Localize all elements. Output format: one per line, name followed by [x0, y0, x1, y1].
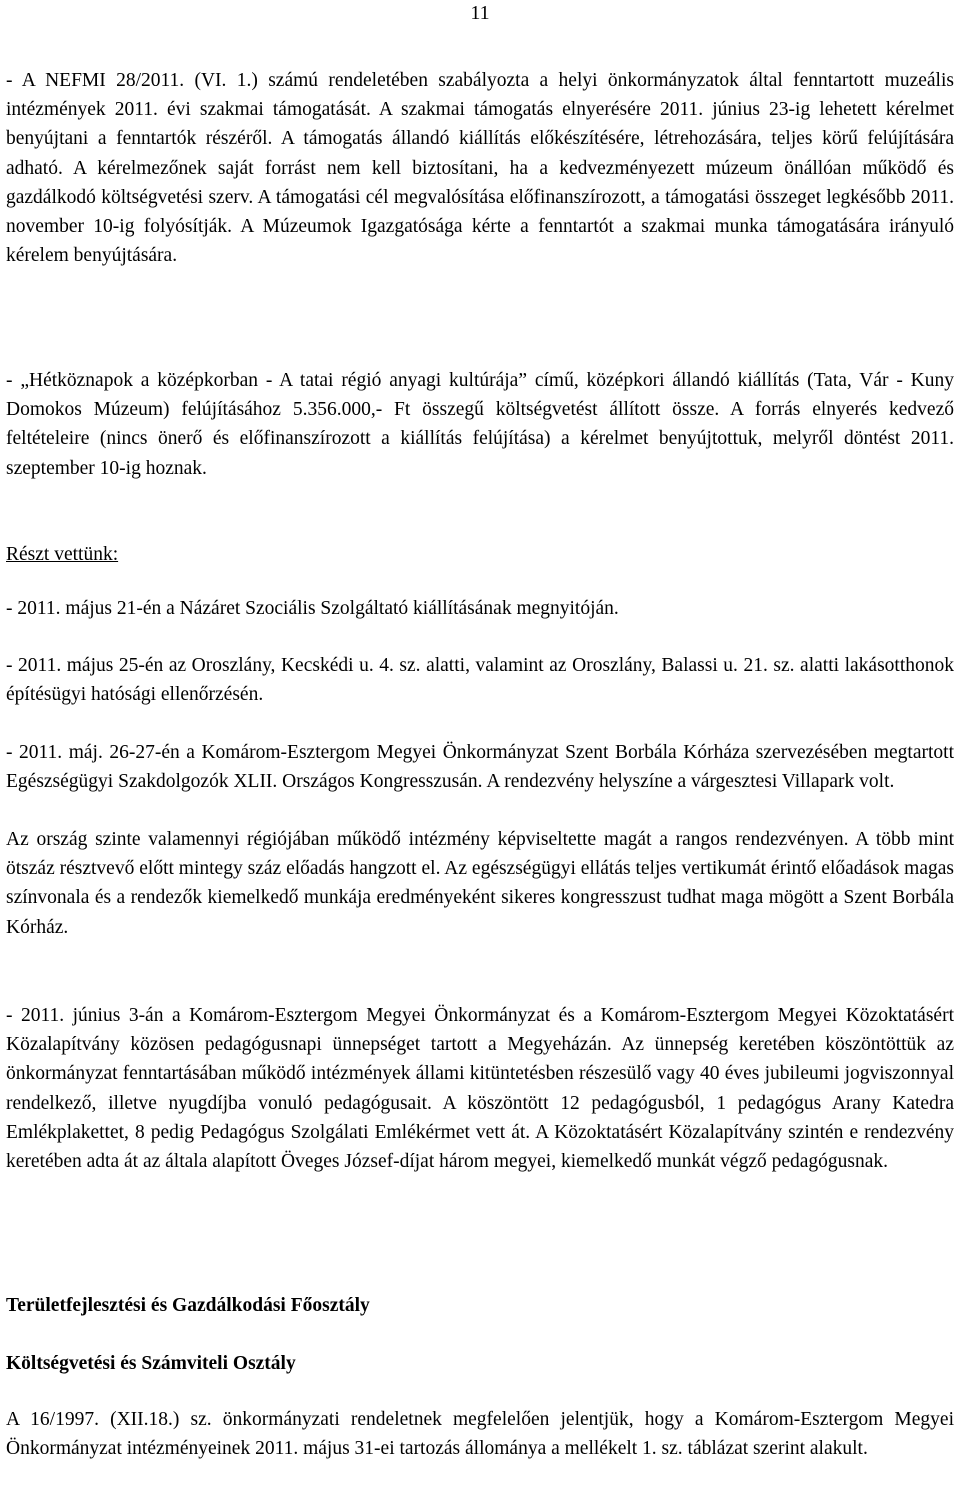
paragraph-hetkoznapok: - „Hétköznapok a középkorban - A tatai régió anyagi kultúrája” című, középkori állandó kiállítás (Tata, Vár - Kuny Domokos Múzeum) felújításához 5.356.000,- Ft összegű költségvetést állított össze. A forrás elnyerés kedvező feltételeire (nincs önerő és előfinanszírozott a kiállítás felújítása) a kérelmet benyújtottuk, melyről döntést 2011. szeptember 10-ig hoznak.	[6, 370, 954, 479]
heading-koltsegvetesi: Költségvetési és Számviteli Osztály	[6, 1353, 296, 1374]
paragraph-rendelet: A 16/1997. (XII.18.) sz. önkormányzati rendeletnek megfelelően jelentjük, hogy a Komárom-Esztergom Megyei Önkormányzat intézményeinek 2011. május 31-ei tartozás állománya a mellékelt 1. sz. táblázat szerint alakult.	[6, 1409, 954, 1460]
paragraph-kongresszus: - 2011. máj. 26-27-én a Komárom-Esztergom Megyei Önkormányzat Szent Borbála Kórháza szervezésében megtartott Egészségügyi Szakdolgozók XLII. Országos Kongresszusán. A rendezvény helyszíne a várgesztesi Villapark volt.	[6, 742, 954, 793]
paragraph-kongresszus-details: Az ország szinte valamennyi régiójában működő intézmény képviseltette magát a rangos rendezvényen. A több mint ötszáz résztvevő előtt mintegy száz előadás hangzott el. Az egészségügyi ellátás teljes vertikumát érintő előadások magas színvonala és a rendezők kiemelkedő munkája eredményeként sikeres kongresszust tudhat maga mögött a Szent Borbála Kórház.	[6, 829, 954, 938]
paragraph-nazaret: - 2011. május 21-én a Názáret Szociális Szolgáltató kiállításának megnyitóján.	[6, 598, 619, 619]
paragraph-pedagogusnap: - 2011. június 3-án a Komárom-Esztergom Megyei Önkormányzat és a Komárom-Esztergom Megyei Közoktatásért Közalapítvány közösen pedagógusnapi ünnepséget tartott a Megyeházán. Az ünnepség keretében köszöntöttük az önkormányzat fenntartásában működő intézmények állami kitüntetésben részesülő vagy 40 éves jubileumi jogviszonnyal rendelkező, illetve nyugdíjba vonuló pedagógusait. A köszöntött 12 pedagógusból, 1 pedagógus Arany Katedra Emlékplakettet, 8 pedig Pedagógus Szolgálati Emlékérmet vett át. A Közoktatásért Közalapítvány szintén e rendezvény keretében adta át az általa alapított Öveges József-díjat három megyei, kiemelkedő munkát végző pedagógusnak.	[6, 1005, 954, 1173]
section-heading-reszt-vettunk: Részt vettünk:	[6, 544, 119, 565]
paragraph-nefmi: - A NEFMI 28/2011. (VI. 1.) számú rendeletében szabályozta a helyi önkormányzatok által fenntartott muzeális intézmények 2011. évi szakmai támogatását. A szakmai támogatás elnyerésére 2011. június 23-ig lehetett kérelmet benyújtani a fenntartók részéről. A támogatás állandó kiállítás előkészítésére, létrehozására, teljes körű felújítására adható. A kérelmezőnek saját forrást nem kell biztosítani, ha a kedvezményezett múzeum önállóan működő és gazdálkodó költségvetési szerv. A támogatási cél megvalósítása előfinanszírozott, a támogatási összeget legkésőbb 2011. november 10-ig folyósítják. A Múzeumok Igazgatósága kérte a fenntartót a szakmai munka támogatására irányuló kérelem benyújtására.	[6, 70, 954, 267]
paragraph-oroszlany: - 2011. május 25-én az Oroszlány, Kecskédi u. 4. sz. alatti, valamint az Oroszlány, Balassi u. 21. sz. alatti lakásotthonok építésügyi hatósági ellenőrzésén.	[6, 655, 954, 706]
heading-teruletfejlesztesi: Területfejlesztési és Gazdálkodási Főosztály	[6, 1295, 370, 1316]
page-number: 11	[470, 2, 490, 24]
